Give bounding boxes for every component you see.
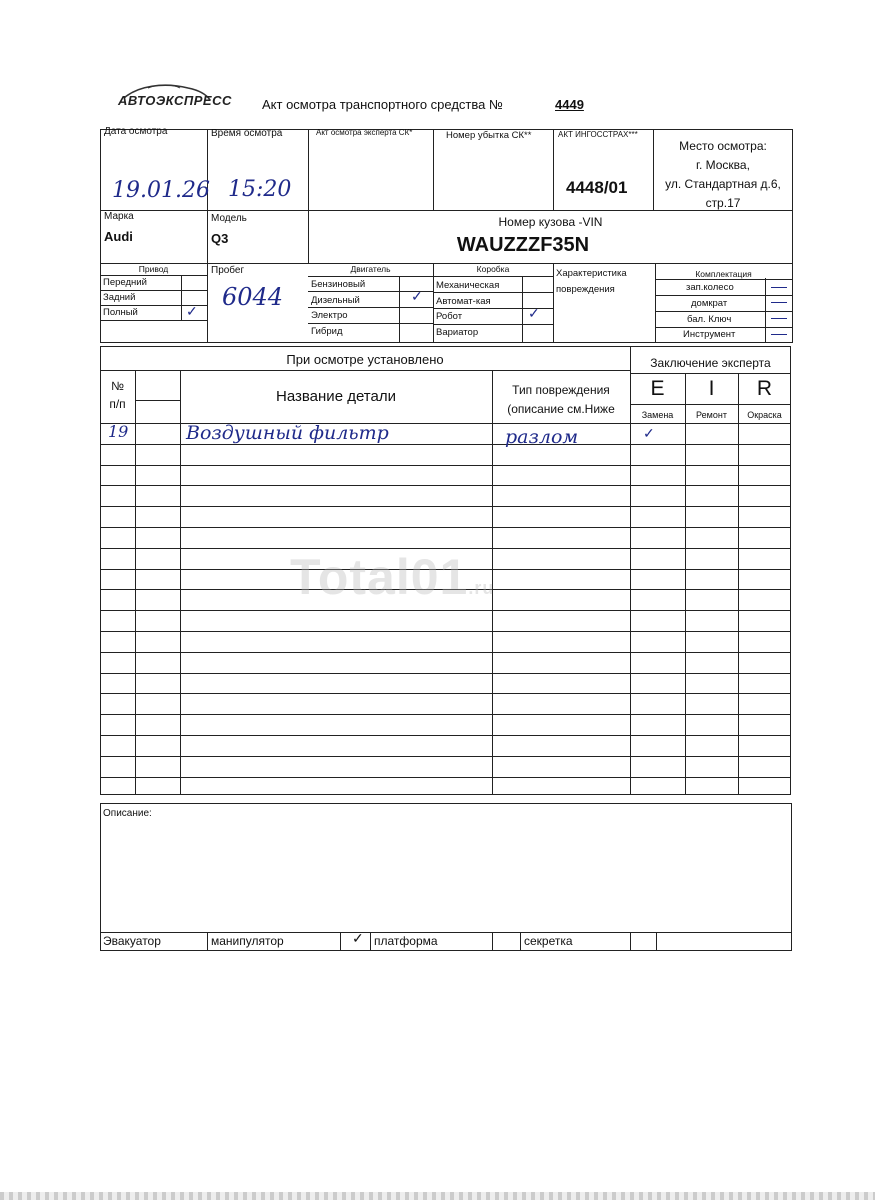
col-e-header: E [650, 377, 665, 400]
col-number-line-1: № [111, 379, 124, 393]
vin-value: WAUZZZF35N [456, 234, 590, 256]
gearbox-label: Коробка [476, 264, 510, 274]
date-label: Дата осмотра [104, 126, 168, 137]
make-value: Audi [104, 229, 133, 244]
drive-label: Привод [138, 264, 169, 274]
equipment-tools-dash-icon [771, 334, 787, 335]
engine-option-hybrid: Гибрид [311, 326, 343, 337]
gearbox-option-manual: Механическая [436, 280, 500, 291]
row-1-damage-type: разлом [505, 426, 579, 448]
col-number-line-2: п/п [109, 397, 126, 411]
equipment-jack: домкрат [691, 298, 728, 309]
transport-platform: платформа [374, 934, 438, 948]
scan-edge [0, 1192, 875, 1200]
table-row-line [100, 527, 791, 528]
table-row-line [100, 756, 791, 757]
col-damage-type-line-2: (описание см.Ниже [507, 402, 615, 416]
table-row-line [100, 735, 791, 736]
ingos-label: АКТ ИНГОССТРАХ*** [558, 130, 638, 139]
findings-title: При осмотре установлено [286, 352, 444, 367]
gearbox-option-cvt: Вариатор [436, 327, 479, 338]
document-title: Акт осмотра транспортного средства № [262, 97, 503, 112]
col-damage-type-line-1: Тип повреждения [512, 383, 610, 397]
table-row-line [100, 444, 791, 445]
equipment-spare-wheel: зап.колесо [686, 282, 734, 293]
expert-act-label: Акт осмотра эксперта СК* [316, 128, 413, 137]
row-1-number: 19 [108, 422, 129, 441]
gearbox-robot-check-icon: ✓ [528, 305, 540, 321]
col-r-sub: Окраска [747, 410, 782, 420]
engine-option-electric: Электро [311, 310, 348, 321]
col-i-header: I [708, 377, 715, 400]
damage-label-line-1: Характеристика [556, 268, 627, 279]
description-box [100, 803, 792, 951]
model-label: Модель [211, 213, 247, 224]
date-value: 19.01.26 [112, 178, 210, 203]
ingos-value: 4448/01 [566, 178, 628, 197]
mileage-value: 6044 [222, 283, 284, 311]
place-line-1: г. Москва, [696, 158, 750, 172]
col-i-sub: Ремонт [696, 410, 727, 420]
table-row-line [100, 777, 791, 778]
table-row-line [100, 465, 791, 466]
table-row-line [100, 714, 791, 715]
equipment-label: Комплектация [695, 269, 752, 279]
model-value: Q3 [211, 231, 229, 246]
time-label: Время осмотра [211, 128, 283, 139]
col-damage-type-header [492, 381, 630, 419]
logo-text: АВТОЭКСПРЕСС [118, 93, 232, 108]
col-e-sub: Замена [641, 410, 674, 420]
place-line-3: стр.17 [705, 196, 741, 210]
engine-label: Двигатель [350, 264, 391, 274]
equipment-balloon-key: бал. Ключ [687, 314, 732, 325]
table-row-line [100, 506, 791, 507]
gearbox-option-robot: Робот [436, 311, 463, 322]
vin-label: Номер кузова -VIN [498, 215, 603, 229]
table-row-line [100, 673, 791, 674]
row-1-replace-check-icon: ✓ [643, 425, 655, 441]
col-number-header [100, 377, 135, 413]
equipment-tools: Инструмент [683, 329, 736, 340]
mileage-label: Пробег [211, 265, 245, 276]
drive-option-full: Полный [103, 307, 138, 318]
damage-label-line-2: повреждения [556, 284, 615, 295]
document-number: 4449 [555, 97, 584, 112]
loss-number-label: Номер убытка СК** [446, 130, 532, 141]
row-1-part-name: Воздушный фильтр [186, 422, 389, 444]
table-row-line [100, 652, 791, 653]
place-label: Место осмотра: [679, 139, 767, 153]
place-line-2: ул. Стандартная д.6, [665, 177, 781, 191]
table-row-line [100, 610, 791, 611]
drive-option-rear: Задний [103, 292, 136, 303]
equipment-spare-dash-icon [771, 287, 787, 288]
gearbox-option-automatic: Автомат-кая [436, 296, 491, 307]
transport-platform-check-icon: ✓ [352, 930, 364, 946]
expert-conclusion-title: Заключение эксперта [650, 356, 771, 370]
equipment-key-dash-icon [771, 318, 787, 319]
transport-lock-nut: секретка [524, 934, 573, 948]
inspection-place [655, 137, 791, 213]
description-label: Описание: [103, 808, 152, 819]
engine-option-petrol: Бензиновый [311, 279, 366, 290]
table-row-line [100, 693, 791, 694]
col-part-name-header: Название детали [276, 388, 396, 405]
equipment-jack-dash-icon [771, 302, 787, 303]
col-r-header: R [756, 377, 773, 400]
time-value: 15:20 [228, 177, 292, 202]
watermark: Total01.ru [290, 549, 495, 605]
make-label: Марка [104, 211, 134, 222]
table-row-line [100, 485, 791, 486]
table-row-line [100, 631, 791, 632]
transport-manipulator: манипулятор [211, 934, 284, 948]
engine-diesel-check-icon: ✓ [411, 288, 423, 304]
drive-full-check-icon: ✓ [186, 303, 198, 319]
drive-option-front: Передний [103, 277, 147, 288]
transport-tow-truck: Эвакуатор [103, 934, 161, 948]
engine-option-diesel: Дизельный [311, 295, 360, 306]
